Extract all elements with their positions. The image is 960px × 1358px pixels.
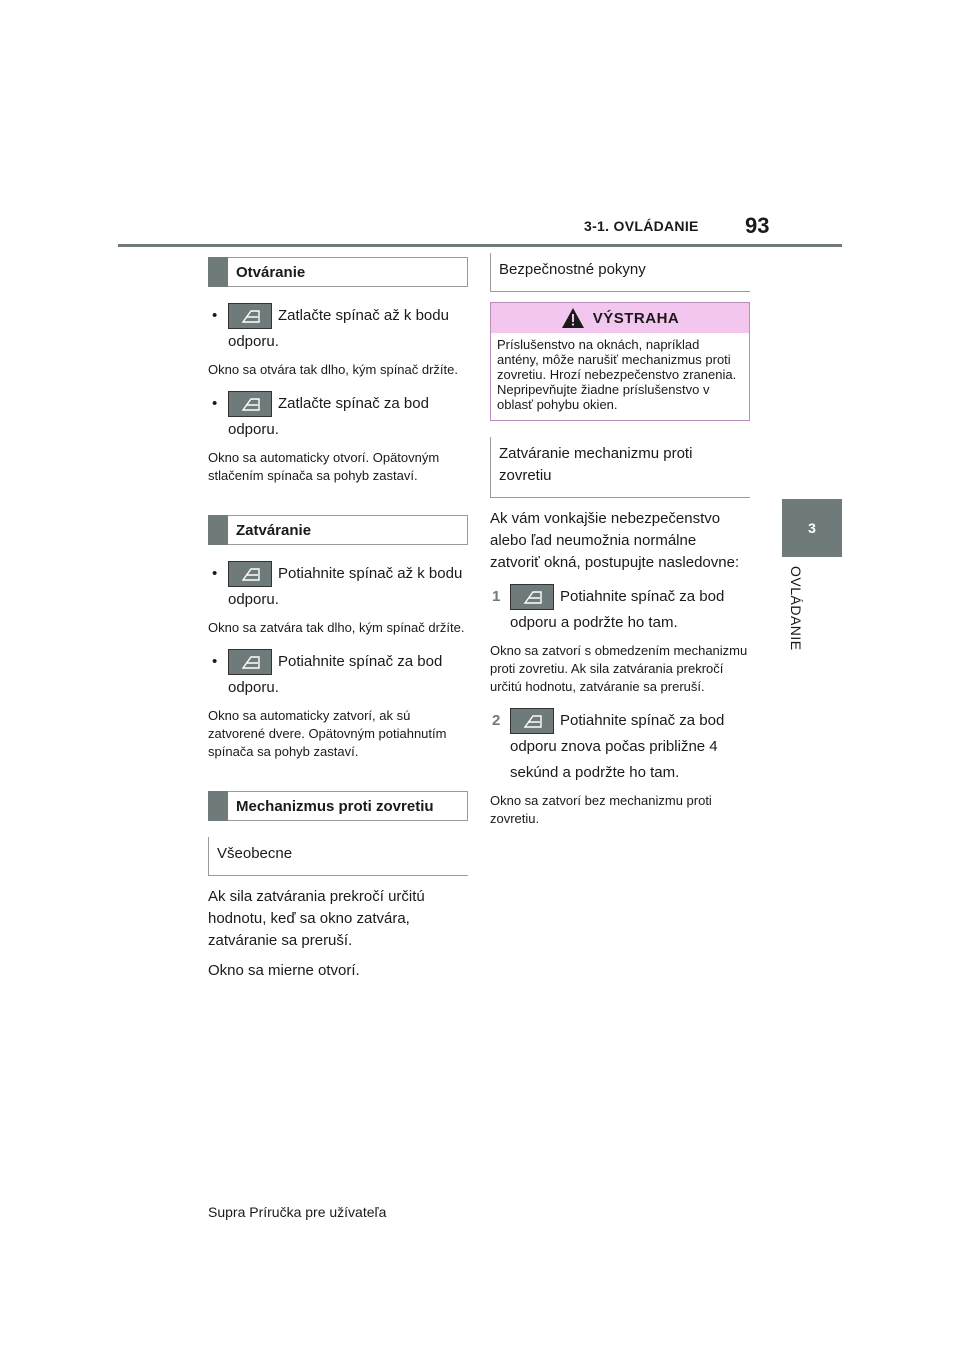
window-switch-icon: [510, 708, 554, 734]
window-switch-icon: [510, 584, 554, 610]
window-switch-icon: [228, 391, 272, 417]
step-note: Okno sa zatvorí s obmedzením mechanizmu proti zovretiu. Ak sila zatvárania prekročí určitú hodnotu, zatváranie sa preruší.: [490, 643, 748, 695]
list-item: • Zatlačte spínač za bod odporu.: [208, 391, 468, 443]
item-note: Okno sa zatvára tak dlho, kým spínač držíte.: [208, 620, 465, 636]
list-item: • Zatlačte spínač až k bodu odporu.: [208, 303, 468, 355]
right-column: [490, 253, 750, 828]
window-switch-icon: [228, 561, 272, 587]
section-title: Otváranie: [236, 263, 306, 281]
item-note: Okno sa otvára tak dlho, kým spínač držíte.: [208, 362, 459, 378]
section-closing: [208, 515, 468, 545]
section-title: Zatváranie: [236, 521, 312, 539]
subsection-general: Všeobecne: [208, 837, 468, 876]
subsection-anti-pinch-closing: Zatváranie mechanizmu proti zovretiu: [490, 437, 750, 498]
section-anti-pinch: [208, 791, 468, 821]
step-note: Okno sa zatvorí bez mechanizmu proti zovretiu.: [490, 793, 712, 827]
section-title: Mechanizmus proti zovretiu: [236, 797, 434, 815]
window-switch-icon: [228, 649, 272, 675]
warning-title: VÝSTRAHA: [592, 309, 680, 327]
list-item: • Potiahnite spínač za bod odporu.: [208, 649, 468, 701]
warning-text: Príslušenstvo na oknách, napríklad antény, môže narušiť mechanizmus proti zovretiu. Hrozí nebezpečenstvo zranenia. Nepripevňujte žiadne príslušenstvo v oblasť pohybu okien.: [497, 337, 737, 412]
paragraph: Ak vám vonkajšie nebezpečenstvo alebo ľad neumožnia normálne zatvoriť okná, postupujte nasledovne:: [490, 510, 740, 571]
paragraph: Okno sa mierne otvorí.: [208, 962, 360, 980]
window-switch-icon: [228, 303, 272, 329]
list-item: • Potiahnite spínač až k bodu odporu.: [208, 561, 468, 613]
step-number: 2: [492, 712, 501, 730]
warning-header: [491, 303, 749, 333]
warning-triangle-icon: [561, 307, 585, 329]
step-number: 1: [492, 588, 501, 605]
chapter-side-label: OVLÁDANIE: [788, 566, 804, 651]
header-rule: [118, 244, 842, 247]
step-item: 2 Potiahnite spínač za bod odporu znova počas približne 4 sekúnd a podržte ho tam.: [490, 708, 750, 786]
step-item: 1 Potiahnite spínač za bod odporu a podržte ho tam.: [490, 584, 750, 636]
item-note: Okno sa automaticky otvorí. Opätovným stlačením spínača sa pohyb zastaví.: [208, 450, 440, 484]
left-column: [208, 257, 468, 982]
subsection-safety: Bezpečnostné pokyny: [490, 253, 750, 292]
item-note: Okno sa automaticky zatvorí, ak sú zatvorené dvere. Opätovným potiahnutím spínača sa pohyb zastaví.: [208, 708, 447, 760]
page-number: 93: [745, 213, 770, 238]
footer-text: Supra Príručka pre užívateľa: [208, 1204, 387, 1220]
paragraph: Ak sila zatvárania prekročí určitú hodnotu, keď sa okno zatvára, zatváranie sa preruší.: [208, 888, 425, 950]
warning-box: [490, 302, 750, 421]
section-opening: [208, 257, 468, 287]
chapter-title: 3-1. OVLÁDANIE: [584, 218, 699, 234]
chapter-tab: [782, 499, 842, 557]
chapter-tab-number: 3: [808, 520, 816, 536]
